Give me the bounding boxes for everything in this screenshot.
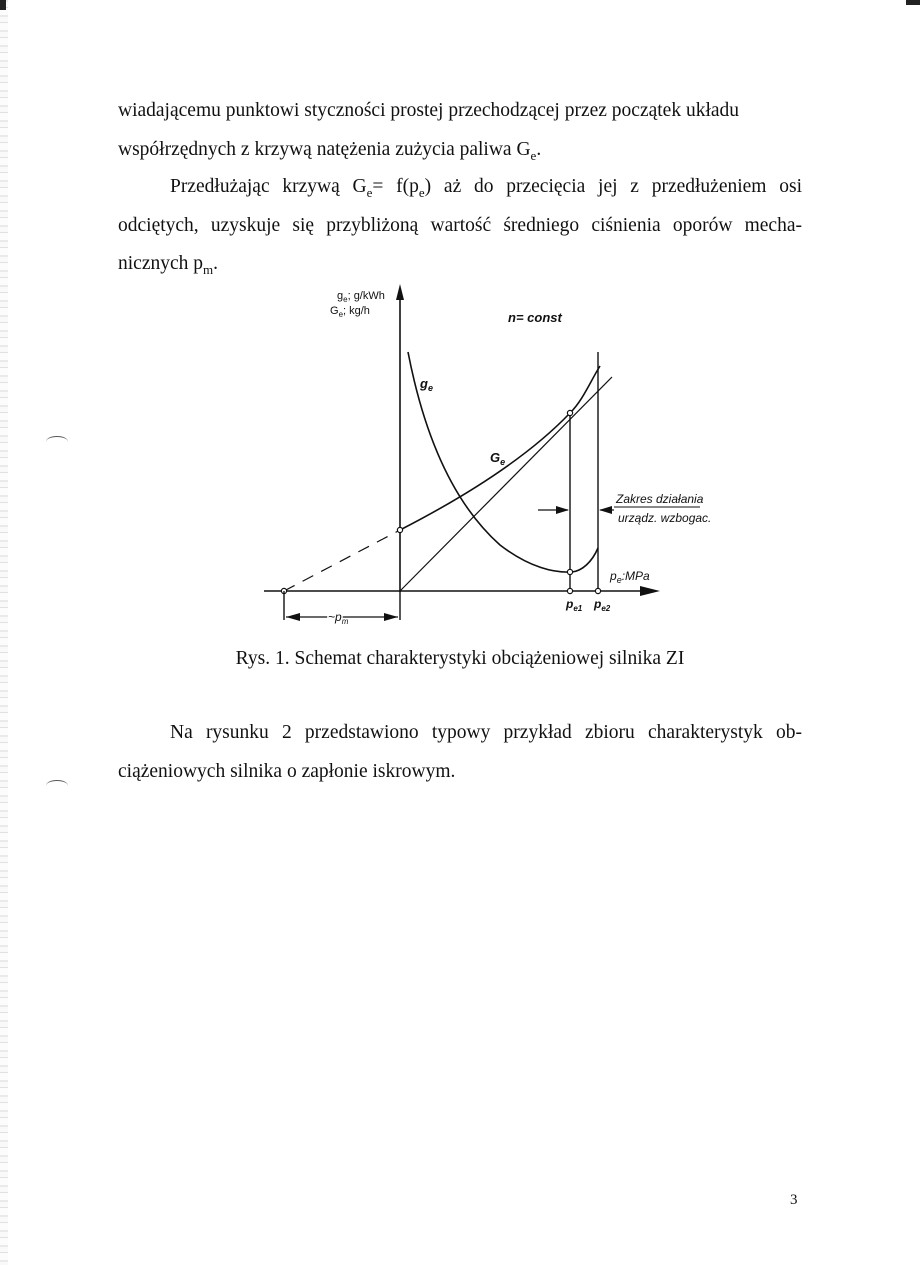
- curve-Ge-label: $G_e$: [490, 450, 506, 467]
- figure-caption: Rys. 1. Schemat charakterystyki obciążeniowej silnika ZI: [235, 648, 685, 669]
- paragraph-text: Przedłużając krzywą G: [170, 176, 367, 197]
- paragraph-text: ) aż do przecięcia jej z przedłużeniem osi odciętych, uzyskuje się przybliżoną wartość średniego ciśnienia oporów mecha-nicznych p: [118, 176, 802, 274]
- y-axis-label-specific: $g_e$; g/kWh: [337, 290, 385, 304]
- subscript: e: [418, 184, 425, 200]
- x-axis-label: $p_e:MPa$: [610, 569, 650, 585]
- point-ge-min: [567, 569, 572, 574]
- pm-label: $\sim p_m$: [328, 610, 349, 626]
- range-label-line2: urządz. wzbogac.: [618, 511, 712, 525]
- pm-arrowhead-right: [384, 613, 398, 621]
- point-tangent: [567, 410, 572, 415]
- range-arrowhead-right: [599, 506, 612, 514]
- pm-arrowhead-left: [286, 613, 300, 621]
- pe1-label: $p_{e1}$: [566, 597, 583, 613]
- y-axis-label-hourly: $G_e$; kg/h: [330, 305, 370, 319]
- curve-ge-label: $g_e$: [420, 376, 433, 393]
- paragraph-text: = f(p: [372, 176, 419, 197]
- subscript: m: [203, 261, 214, 277]
- point-pe2: [595, 588, 600, 593]
- range-arrowhead-left: [556, 506, 569, 514]
- range-label-line1: Zakres działania: [616, 492, 704, 506]
- page-number: 3: [790, 1192, 798, 1208]
- x-axis-arrow: [640, 586, 660, 596]
- paragraph-text: .: [536, 138, 542, 160]
- pe2-label: $p_{e2}$: [594, 597, 611, 613]
- paragraph-line: współrzędnych z krzywą natężenia zużycia paliwa G: [118, 138, 531, 160]
- y-axis-arrow: [396, 284, 404, 300]
- subscript: e: [366, 184, 373, 200]
- paragraph-line: wiadającemu punktowi styczności prostej przechodzącej przez początek układu: [118, 100, 740, 121]
- margin-mark: [46, 780, 68, 791]
- paragraph-text: .: [213, 253, 219, 274]
- point-pe1: [567, 588, 572, 593]
- subscript: e: [530, 147, 537, 163]
- ge-extension-dashed: [284, 530, 400, 591]
- tangent-line: [400, 377, 612, 591]
- point-ge-y-intercept: [397, 527, 402, 532]
- paragraph-figure-2: Na rysunku 2 przedstawiono typowy przykład zbioru charakterystyk ob-ciążeniowych silnika o zapłonie iskrowym.: [118, 722, 802, 782]
- speed-label: n= const: [508, 310, 562, 325]
